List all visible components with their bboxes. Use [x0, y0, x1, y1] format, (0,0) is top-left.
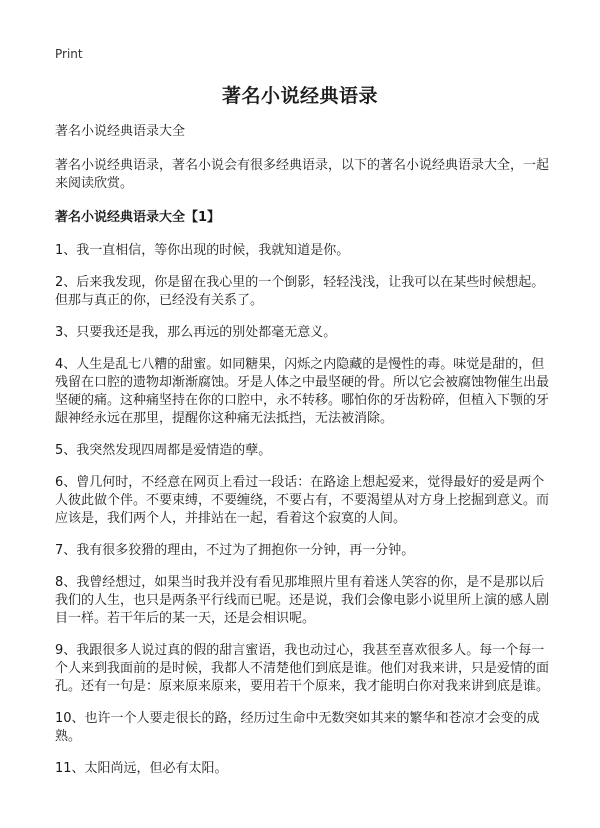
- quote-item: 7、我有很多狡猾的理由，不过为了拥抱你一分钟，再一分钟。: [55, 543, 415, 558]
- quote-item: 10、也许一个人要走很长的路，经历过生命中无数突如其来的繁华和苍凉才会变的成熟。: [55, 711, 540, 744]
- quote-item: 9、我跟很多人说过真的假的甜言蜜语，我也动过心，我甚至喜欢很多人。每一个每一个人来到我面前的是时候，我都人不清楚他们到底是谁。他们对我来讲，只是爱情的面孔。还有一句是：原来原来原来，要用若干个原来，我才能明白你对我来讲到底是谁。: [55, 643, 550, 694]
- quote-item: 4、人生是乱七八糟的甜蜜。如同糖果，闪烁之内隐藏的是慢性的毒。味觉是甜的，但残留在口腔的遗物却渐渐腐蚀。牙是人体之中最坚硬的骨。所以它会被腐蚀物催生出最坚硬的痛。这种痛坚持在你的口腔中，永不转移。哪怕你的牙齿粉碎，但植入下颚的牙龈神经永远在那里，提醒你这种痛无法抵挡，无法被消除。: [55, 357, 550, 426]
- quote-item: 11、太阳尚远，但必有太阳。: [55, 761, 228, 776]
- article-subtitle: 著名小说经典语录大全: [55, 124, 186, 139]
- quote-item: 6、曾几何时，不经意在网页上看过一段话：在路途上想起爱来，觉得最好的爱是两个人彼此做个伴。不要束缚，不要缠绕，不要占有，不要渴望从对方身上挖掘到意义。而应该是，我们两个人，并排站在一起，看着这个寂寞的人间。: [55, 475, 550, 526]
- article-intro: 著名小说经典语录，著名小说会有很多经典语录，以下的著名小说经典语录大全，一起来阅读欣赏。: [55, 158, 550, 191]
- quote-item: 1、我一直相信，等你出现的时候，我就知道是你。: [55, 243, 350, 258]
- quote-item: 5、我突然发现四周都是爱情造的孽。: [55, 443, 272, 458]
- quote-item: 8、我曾经想过，如果当时我并没有看见那堆照片里有着迷人笑容的你，是不是那以后我们的人生，也只是两条平行线而已呢。还是说，我们会像电影小说里所上演的感人剧目一样。若干年后的某一天，还是会相识呢。: [55, 575, 550, 626]
- article-body: [55, 123, 555, 792]
- print-link[interactable]: Print: [55, 47, 83, 61]
- quote-item: 2、后来我发现，你是留在我心里的一个倒影，轻轻浅浅，让我可以在某些时候想起。但那与真正的你，已经没有关系了。: [55, 275, 545, 308]
- quote-item: 3、只要我还是我，那么再远的别处都毫无意义。: [55, 325, 337, 340]
- section-heading: 著名小说经典语录大全【1】: [55, 210, 221, 225]
- page-title: 著名小说经典语录: [221, 85, 378, 107]
